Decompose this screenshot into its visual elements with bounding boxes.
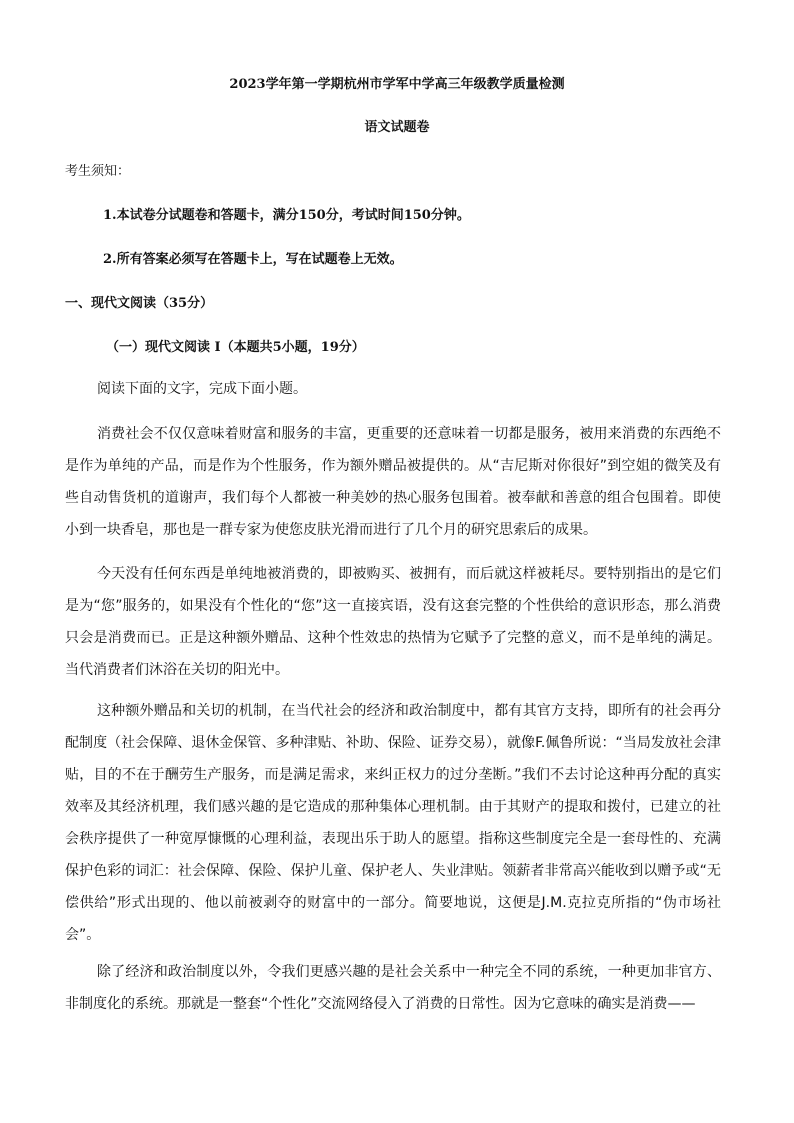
exam-title: 2023学年第一学期杭州市学军中学高三年级教学质量检测 [229, 77, 565, 92]
exam-subtitle: 语文试题卷 [364, 120, 430, 135]
passage-paragraph: 消费社会不仅仅意味着财富和服务的丰富，更重要的还意味着一切都是服务，被用来消费的东西绝不是作为单纯的产品，而是作为个性服务，作为额外赠品被提供的。从“吉尼斯对你很好”到空姐的微笑及有些自动售货机的道谢声，我们每个人都被一种美妙的热心服务包围着。被奉献和善意的组合包围着。即使小到一块香皂，那也是一群专家为使您皮肤光滑而进行了几个月的研究思索后的成果。 [65, 426, 721, 538]
notice-item: 2.所有答案必须写在答题卡上，写在试题卷上无效。 [103, 252, 403, 267]
notice-item: 1.本试卷分试题卷和答题卡，满分150分，考试时间150分钟。 [103, 208, 470, 223]
passage-paragraph: 这种额外赠品和关切的机制，在当代社会的经济和政治制度中，都有其官方支持，即所有的社会再分配制度（社会保障、退休金保管、多种津贴、补助、保险、证券交易），就像F.佩鲁所说：“当局发放社会津贴，目的不在于酬劳生产服务，而是满足需求，来纠正权力的过分垄断。”我们不去讨论这种再分配的真实效率及其经济机理，我们感兴趣的是它造成的那种集体心理机制。由于其财产的提取和拨付，已建立的社会秩序提供了一种宽厚慷慨的心理利益，表现出乐于助人的愿望。指称这些制度完全是一套母性的、充满保护色彩的词汇：社会保障、保险、保护儿童、保护老人、失业津贴。领薪者非常高兴能收到以赠予或“无偿供给”形式出现的、他以前被剥夺的财富中的一部分。简要地说，这便是J.M.克拉克所指的“伪市场社会”。 [65, 703, 721, 943]
reading-instruction: 阅读下面的文字，完成下面小题。 [97, 381, 307, 397]
passage-paragraph: 今天没有任何东西是单纯地被消费的，即被购买、被拥有，而后就这样被耗尽。要特别指出的是它们是为“您”服务的，如果没有个性化的“您”这一直接宾语，没有这套完整的个性供给的意识形态，那么消费只会是消费而已。正是这种额外赠品、这种个性效忠的热情为它赋予了完整的意义，而不是单纯的满足。当代消费者们沐浴在关切的阳光中。 [65, 566, 721, 678]
passage-paragraph: 除了经济和政治制度以外，令我们更感兴趣的是社会关系中一种完全不同的系统，一种更加非官方、非制度化的系统。那就是一整套“个性化”交流网络侵入了消费的日常性。因为它意味的确实是消费—— [65, 964, 721, 1012]
section-heading: 一、现代文阅读（35分） [65, 296, 214, 311]
notice-label: 考生须知： [65, 164, 131, 179]
subsection-heading: （一）现代文阅读 I（本题共5小题，19分） [106, 340, 365, 355]
